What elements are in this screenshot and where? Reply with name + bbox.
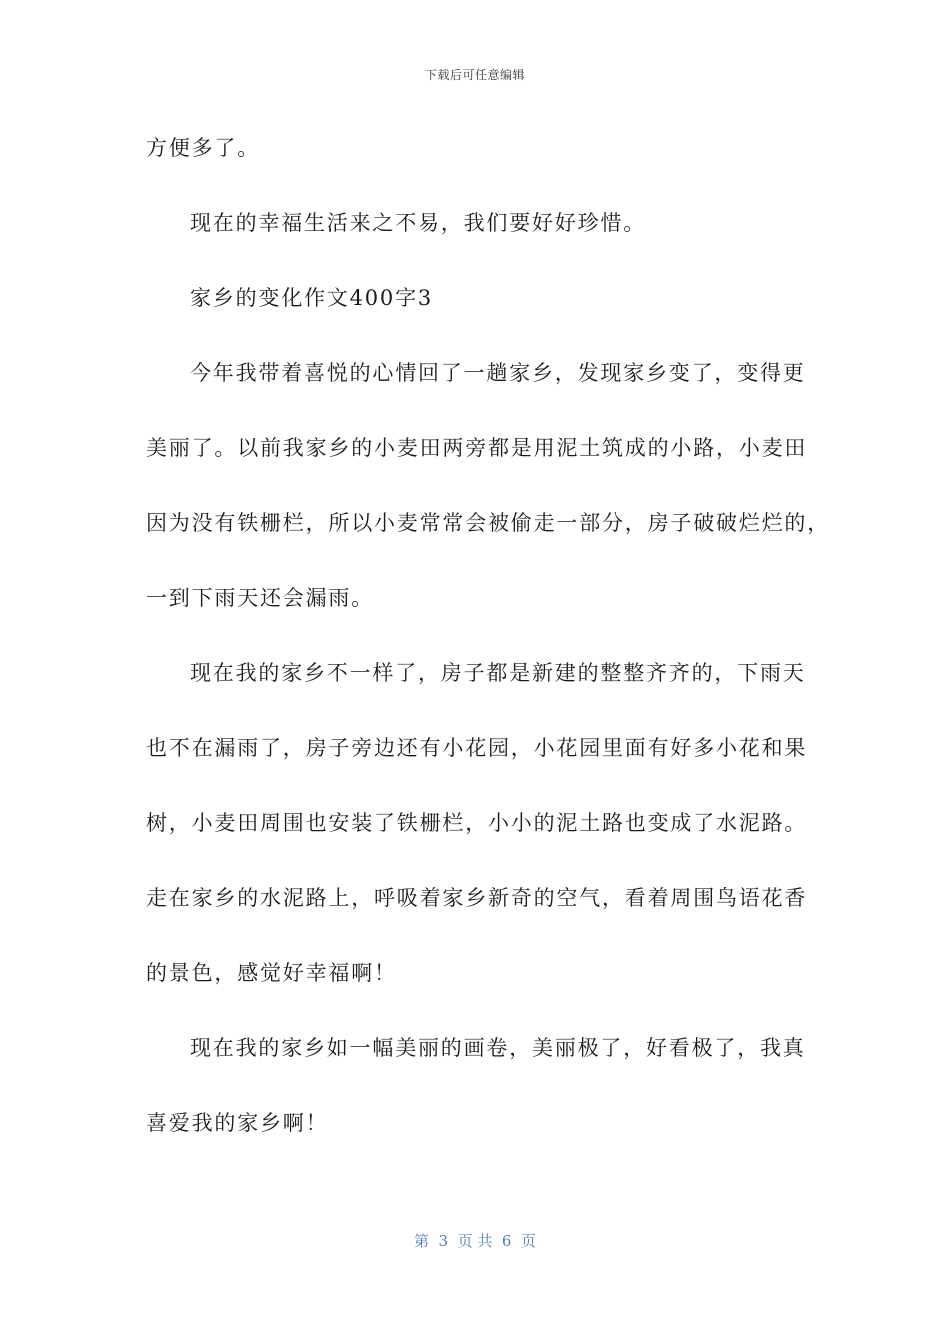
text-line: 一到下雨天还会漏雨。 <box>146 586 374 610</box>
text-line: 的景色，感觉好幸福啊！ <box>146 961 397 985</box>
text-line: 现在我的家乡不一样了，房子都是新建的整整齐齐的，下雨天 <box>190 661 806 685</box>
text-line: 美丽了。以前我家乡的小麦田两旁都是用泥土筑成的小路，小麦田 <box>146 436 808 460</box>
page-header: 下载后可任意编辑 <box>424 68 525 82</box>
text-line: 现在的幸福生活来之不易，我们要好好珍惜。 <box>190 211 646 235</box>
text-line: 树，小麦田周围也安装了铁栅栏，小小的泥土路也变成了水泥路。 <box>146 811 808 835</box>
text-line: 现在我的家乡如一幅美丽的画卷，美丽极了，好看极了，我真 <box>190 1036 806 1060</box>
document-body <box>146 128 830 1178</box>
page-number: 第 3 页 共 6 页 <box>414 1232 536 1250</box>
text-line: 方便多了。 <box>146 136 260 160</box>
text-line: 也不在漏雨了，房子旁边还有小花园，小花园里面有好多小花和果 <box>146 736 808 760</box>
section-title: 家乡的变化作文400字3 <box>190 286 434 310</box>
text-line: 走在家乡的水泥路上，呼吸着家乡新奇的空气，看着周围鸟语花香 <box>146 886 808 910</box>
text-line: 因为没有铁栅栏，所以小麦常常会被偷走一部分，房子破破烂烂的， <box>146 511 830 535</box>
text-line: 喜爱我的家乡啊！ <box>146 1111 329 1135</box>
text-line: 今年我带着喜悦的心情回了一趟家乡，发现家乡变了，变得更 <box>190 361 806 385</box>
